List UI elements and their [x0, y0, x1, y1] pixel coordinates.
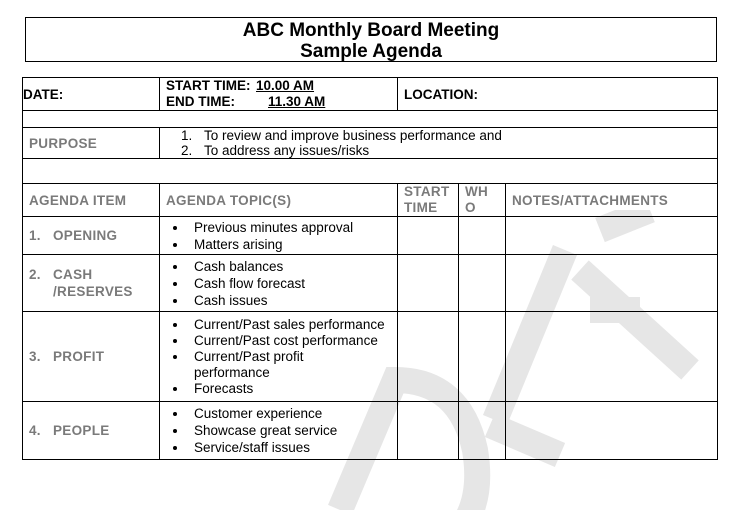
who-cell[interactable] — [459, 255, 506, 312]
purpose-row — [23, 128, 718, 159]
agenda-topics-cell — [160, 255, 398, 312]
start-time-value: 10.00 AM — [256, 78, 315, 93]
purpose-list — [166, 128, 711, 158]
start-time-label: START TIME: — [166, 78, 251, 93]
agenda-topics-cell — [160, 217, 398, 255]
meeting-info-row — [23, 78, 718, 111]
topic-item: • Forecasts — [188, 381, 391, 397]
agenda-row-cash — [23, 255, 718, 312]
spacer-row — [23, 111, 718, 128]
start-time-cell[interactable] — [398, 402, 459, 460]
topic-item: • Cash issues — [188, 292, 391, 309]
topic-item: • Showcase great service — [188, 422, 391, 439]
notes-cell[interactable] — [506, 312, 718, 402]
who-cell[interactable] — [459, 402, 506, 460]
document-title — [25, 17, 717, 62]
notes-cell[interactable] — [506, 217, 718, 255]
agenda-item-label: 1. OPENING — [23, 217, 160, 255]
start-time-cell[interactable] — [398, 217, 459, 255]
agenda-item-label: 2. CASH /RESERVES — [23, 255, 160, 312]
topic-item: • Customer experience — [188, 405, 391, 422]
purpose-item: 1. To review and improve business performance and — [196, 128, 711, 143]
agenda-table — [22, 77, 718, 460]
notes-cell[interactable] — [506, 402, 718, 460]
header-start-time: START TIME — [398, 184, 459, 217]
topic-item: • Matters arising — [188, 236, 391, 253]
agenda-row-profit — [23, 312, 718, 402]
location-label: LOCATION: — [398, 78, 718, 111]
title-line-2: Sample Agenda — [300, 41, 442, 62]
date-label: DATE: — [23, 78, 160, 111]
who-cell[interactable] — [459, 312, 506, 402]
topic-item: • Cash balances — [188, 258, 391, 275]
agenda-row-people — [23, 402, 718, 460]
time-cell — [160, 78, 398, 111]
end-time-label: END TIME: — [166, 94, 235, 109]
agenda-row-opening — [23, 217, 718, 255]
notes-cell[interactable] — [506, 255, 718, 312]
purpose-list-cell — [160, 128, 718, 159]
header-who: WH O — [459, 184, 506, 217]
header-row — [23, 184, 718, 217]
topic-item: • Current/Past profit performance — [188, 349, 314, 381]
topic-item: • Previous minutes approval — [188, 219, 391, 236]
agenda-item-label: 3. PROFIT — [23, 312, 160, 402]
start-time-cell[interactable] — [398, 255, 459, 312]
end-time-value: 11.30 AM — [268, 94, 326, 109]
who-cell[interactable] — [459, 217, 506, 255]
spacer-row — [23, 159, 718, 184]
topic-item: • Service/staff issues — [188, 439, 391, 456]
agenda-item-label: 4. PEOPLE — [23, 402, 160, 460]
start-time-cell[interactable] — [398, 312, 459, 402]
agenda-topics-cell — [160, 312, 398, 402]
topic-item: • Cash flow forecast — [188, 275, 391, 292]
purpose-item: 2. To address any issues/risks — [196, 143, 711, 158]
header-notes: NOTES/ATTACHMENTS — [506, 184, 718, 217]
agenda-topics-cell — [160, 402, 398, 460]
header-agenda-topics: AGENDA TOPIC(S) — [160, 184, 398, 217]
topic-item: • Current/Past sales performance — [188, 317, 391, 333]
topic-item: • Current/Past cost performance — [188, 333, 391, 349]
purpose-label: PURPOSE — [23, 128, 160, 159]
header-agenda-item: AGENDA ITEM — [23, 184, 160, 217]
title-line-1: ABC Monthly Board Meeting — [242, 20, 500, 41]
